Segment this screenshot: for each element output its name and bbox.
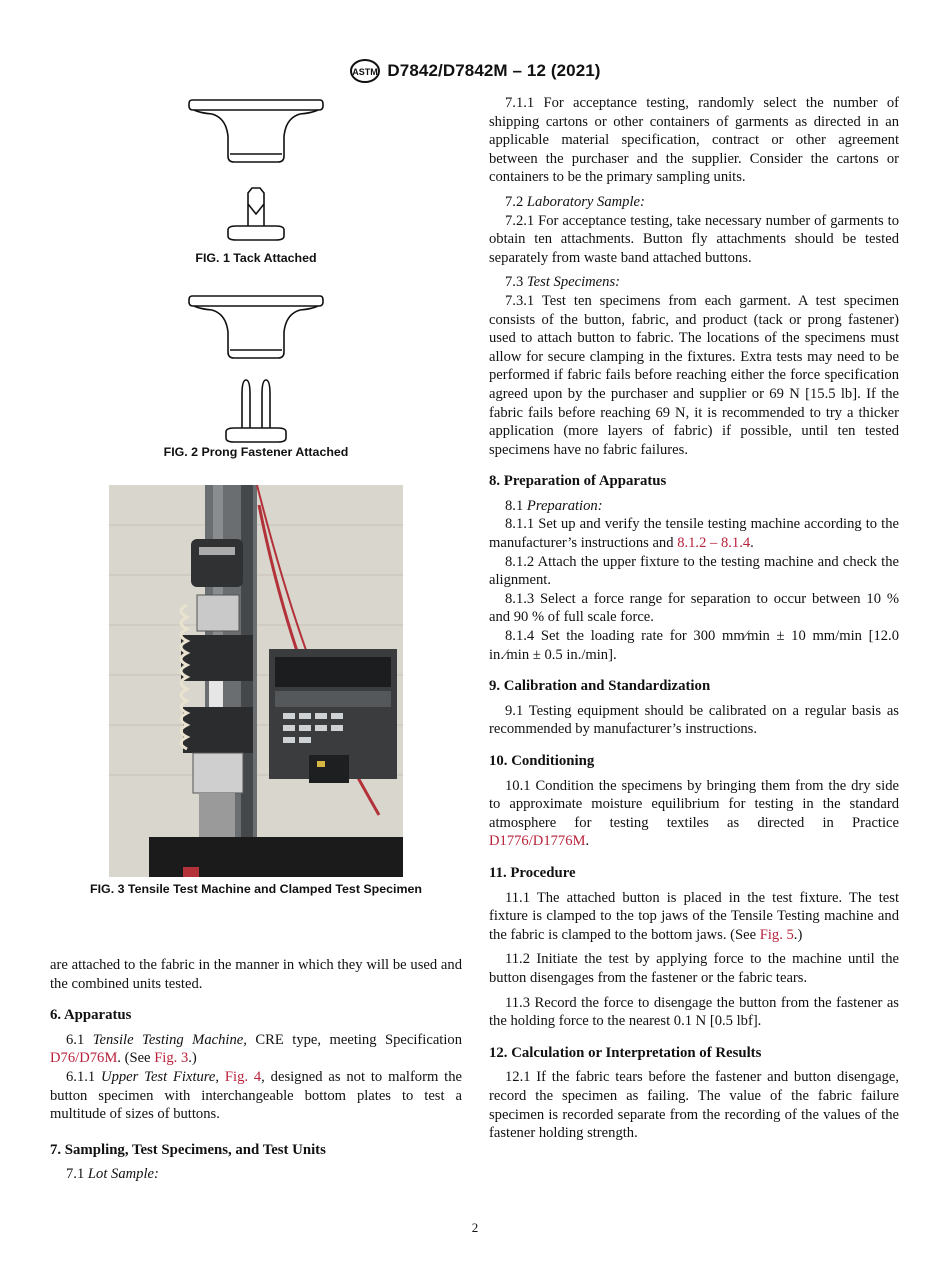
link-d1776[interactable]: D1776/D1776M xyxy=(489,833,586,850)
para-8-1-2: 8.1.2 Attach the upper fixture to the testing machine and check the alignment. xyxy=(489,553,899,589)
link-8-1-2-8-1-4[interactable]: 8.1.2 – 8.1.4 xyxy=(677,535,751,552)
link-fig5[interactable]: Fig. 5 xyxy=(759,926,794,943)
section-11-title: 11. Procedure xyxy=(489,864,576,881)
para-7-3-1: 7.3.1 Test ten specimens from each garment. A test specimen consists of the button, fabric, and product (tack or prong fastener) used to attach button to fabric. The locations of the specimens must allow for secure clamping in the fixtures. Extra tests may need to be performed if fabric fails before reaching either the force specification agreed upon by the purchaser and supplier or 69 N [15.5 lb]. If the fabric fails before reaching 69 N, it is recommended to try a thicker application (more layers of fabric) if possible, until ten tested specimens have no fabric failures. xyxy=(489,292,899,458)
link-fig4[interactable]: Fig. 4 xyxy=(224,1068,262,1085)
logo-text: ASTM xyxy=(352,67,379,77)
left-column xyxy=(50,956,462,1184)
section-7-title: 7. Sampling, Test Specimens, and Test Units xyxy=(50,1141,326,1158)
para-8-1-3: 8.1.3 Select a force range for separation to occur between 10 % and 90 % of full scale force. xyxy=(489,590,899,626)
para-6-1: 6.1 Tensile Testing Machine, CRE type, meeting Specification D76/D76M. (See Fig. 3.) xyxy=(50,1031,463,1067)
para-11-2: 11.2 Initiate the test by applying force to the machine until the button disengages from the fastener or the fabric tears. xyxy=(489,951,899,986)
link-fig3[interactable]: Fig. 3 xyxy=(154,1050,189,1067)
fig1-tack-drawing xyxy=(186,96,326,248)
para-7-3: 7.3 Test Specimens: xyxy=(505,274,620,291)
fig3-caption: FIG. 3 Tensile Test Machine and Clamped Test Specimen xyxy=(90,882,422,896)
para-7-2: 7.2 Laboratory Sample: xyxy=(505,193,645,210)
page-number: 2 xyxy=(471,1220,479,1235)
para-9-1: 9.1 Testing equipment should be calibrated on a regular basis as recommended by manufacturer’s instructions. xyxy=(489,702,899,738)
para-7-1: 7.1 Lot Sample: xyxy=(66,1166,159,1183)
para-10-1: 10.1 Condition the specimens by bringing them from the dry side to approximate moisture equilibrium for testing in the standard atmosphere for testing textiles as directed in Practice D1776/D1776M. xyxy=(489,777,899,850)
section-9-title: 9. Calibration and Standardization xyxy=(489,678,711,695)
para-6-1-1: 6.1.1 Upper Test Fixture, Fig. 4, designed as not to malform the button specimen with interchangeable bottom plates to test a multitude of sizes of buttons. xyxy=(50,1068,462,1123)
para-12-1: 12.1 If the fabric tears before the fastener and button disengage, record the specimen as failing. The value of the fabric failure specimen is recorded separate from the recording of the values of the fastener holding strength. xyxy=(489,1069,899,1142)
fig2-prong-drawing xyxy=(186,292,326,444)
para-11-1: 11.1 The attached button is placed in the test fixture. The test fixture is clamped to the top jaws of the Tensile Testing machine and the fabric is clamped to the bottom jaws. (See Fig. 5.) xyxy=(489,889,899,943)
fig3-tensile-machine-photo xyxy=(109,485,403,877)
page-header xyxy=(0,56,950,86)
document-designation: D7842/D7842M – 12 (2021) xyxy=(387,61,601,80)
fig2-caption: FIG. 2 Prong Fastener Attached xyxy=(163,445,349,459)
section-6-title: 6. Apparatus xyxy=(50,1007,132,1024)
section-12-title: 12. Calculation or Interpretation of Results xyxy=(489,1044,762,1061)
para-8-1-1: 8.1.1 Set up and verify the tensile testing machine according to the manufacturer’s instructions and 8.1.2 – 8.1.4. xyxy=(489,516,899,552)
para-11-3: 11.3 Record the force to disengage the button from the fastener as the holding force to the nearest 0.1 N [0.5 lbf]. xyxy=(489,994,899,1030)
para-8-1-4: 8.1.4 Set the loading rate for 300 mm⁄min ± 10 mm/min [12.0 in.⁄min ± 0.5 in./min]. xyxy=(489,628,899,663)
right-column xyxy=(489,94,899,1143)
para-8-1: 8.1 Preparation: xyxy=(505,497,603,514)
intro-paragraph: are attached to the fabric in the manner in which they will be used and the combined units tested. xyxy=(50,957,462,992)
section-8-title: 8. Preparation of Apparatus xyxy=(489,473,667,490)
para-7-2-1: 7.2.1 For acceptance testing, take necessary number of garments to obtain ten attachments. Button fly attachments should be tested separately from waste band attached buttons. xyxy=(489,212,899,266)
para-7-1-1: 7.1.1 For acceptance testing, randomly select the number of shipping cartons or other containers of garments as directed in an applicable material specification, contract or other agreement between the purchaser and the supplier. Consider the cartons or containers to be the primary sampling units. xyxy=(489,95,899,186)
fig1-caption: FIG. 1 Tack Attached xyxy=(195,251,317,265)
astm-logo-icon xyxy=(349,58,381,84)
link-d76[interactable]: D76/D76M xyxy=(50,1050,118,1067)
section-10-title: 10. Conditioning xyxy=(489,753,595,769)
